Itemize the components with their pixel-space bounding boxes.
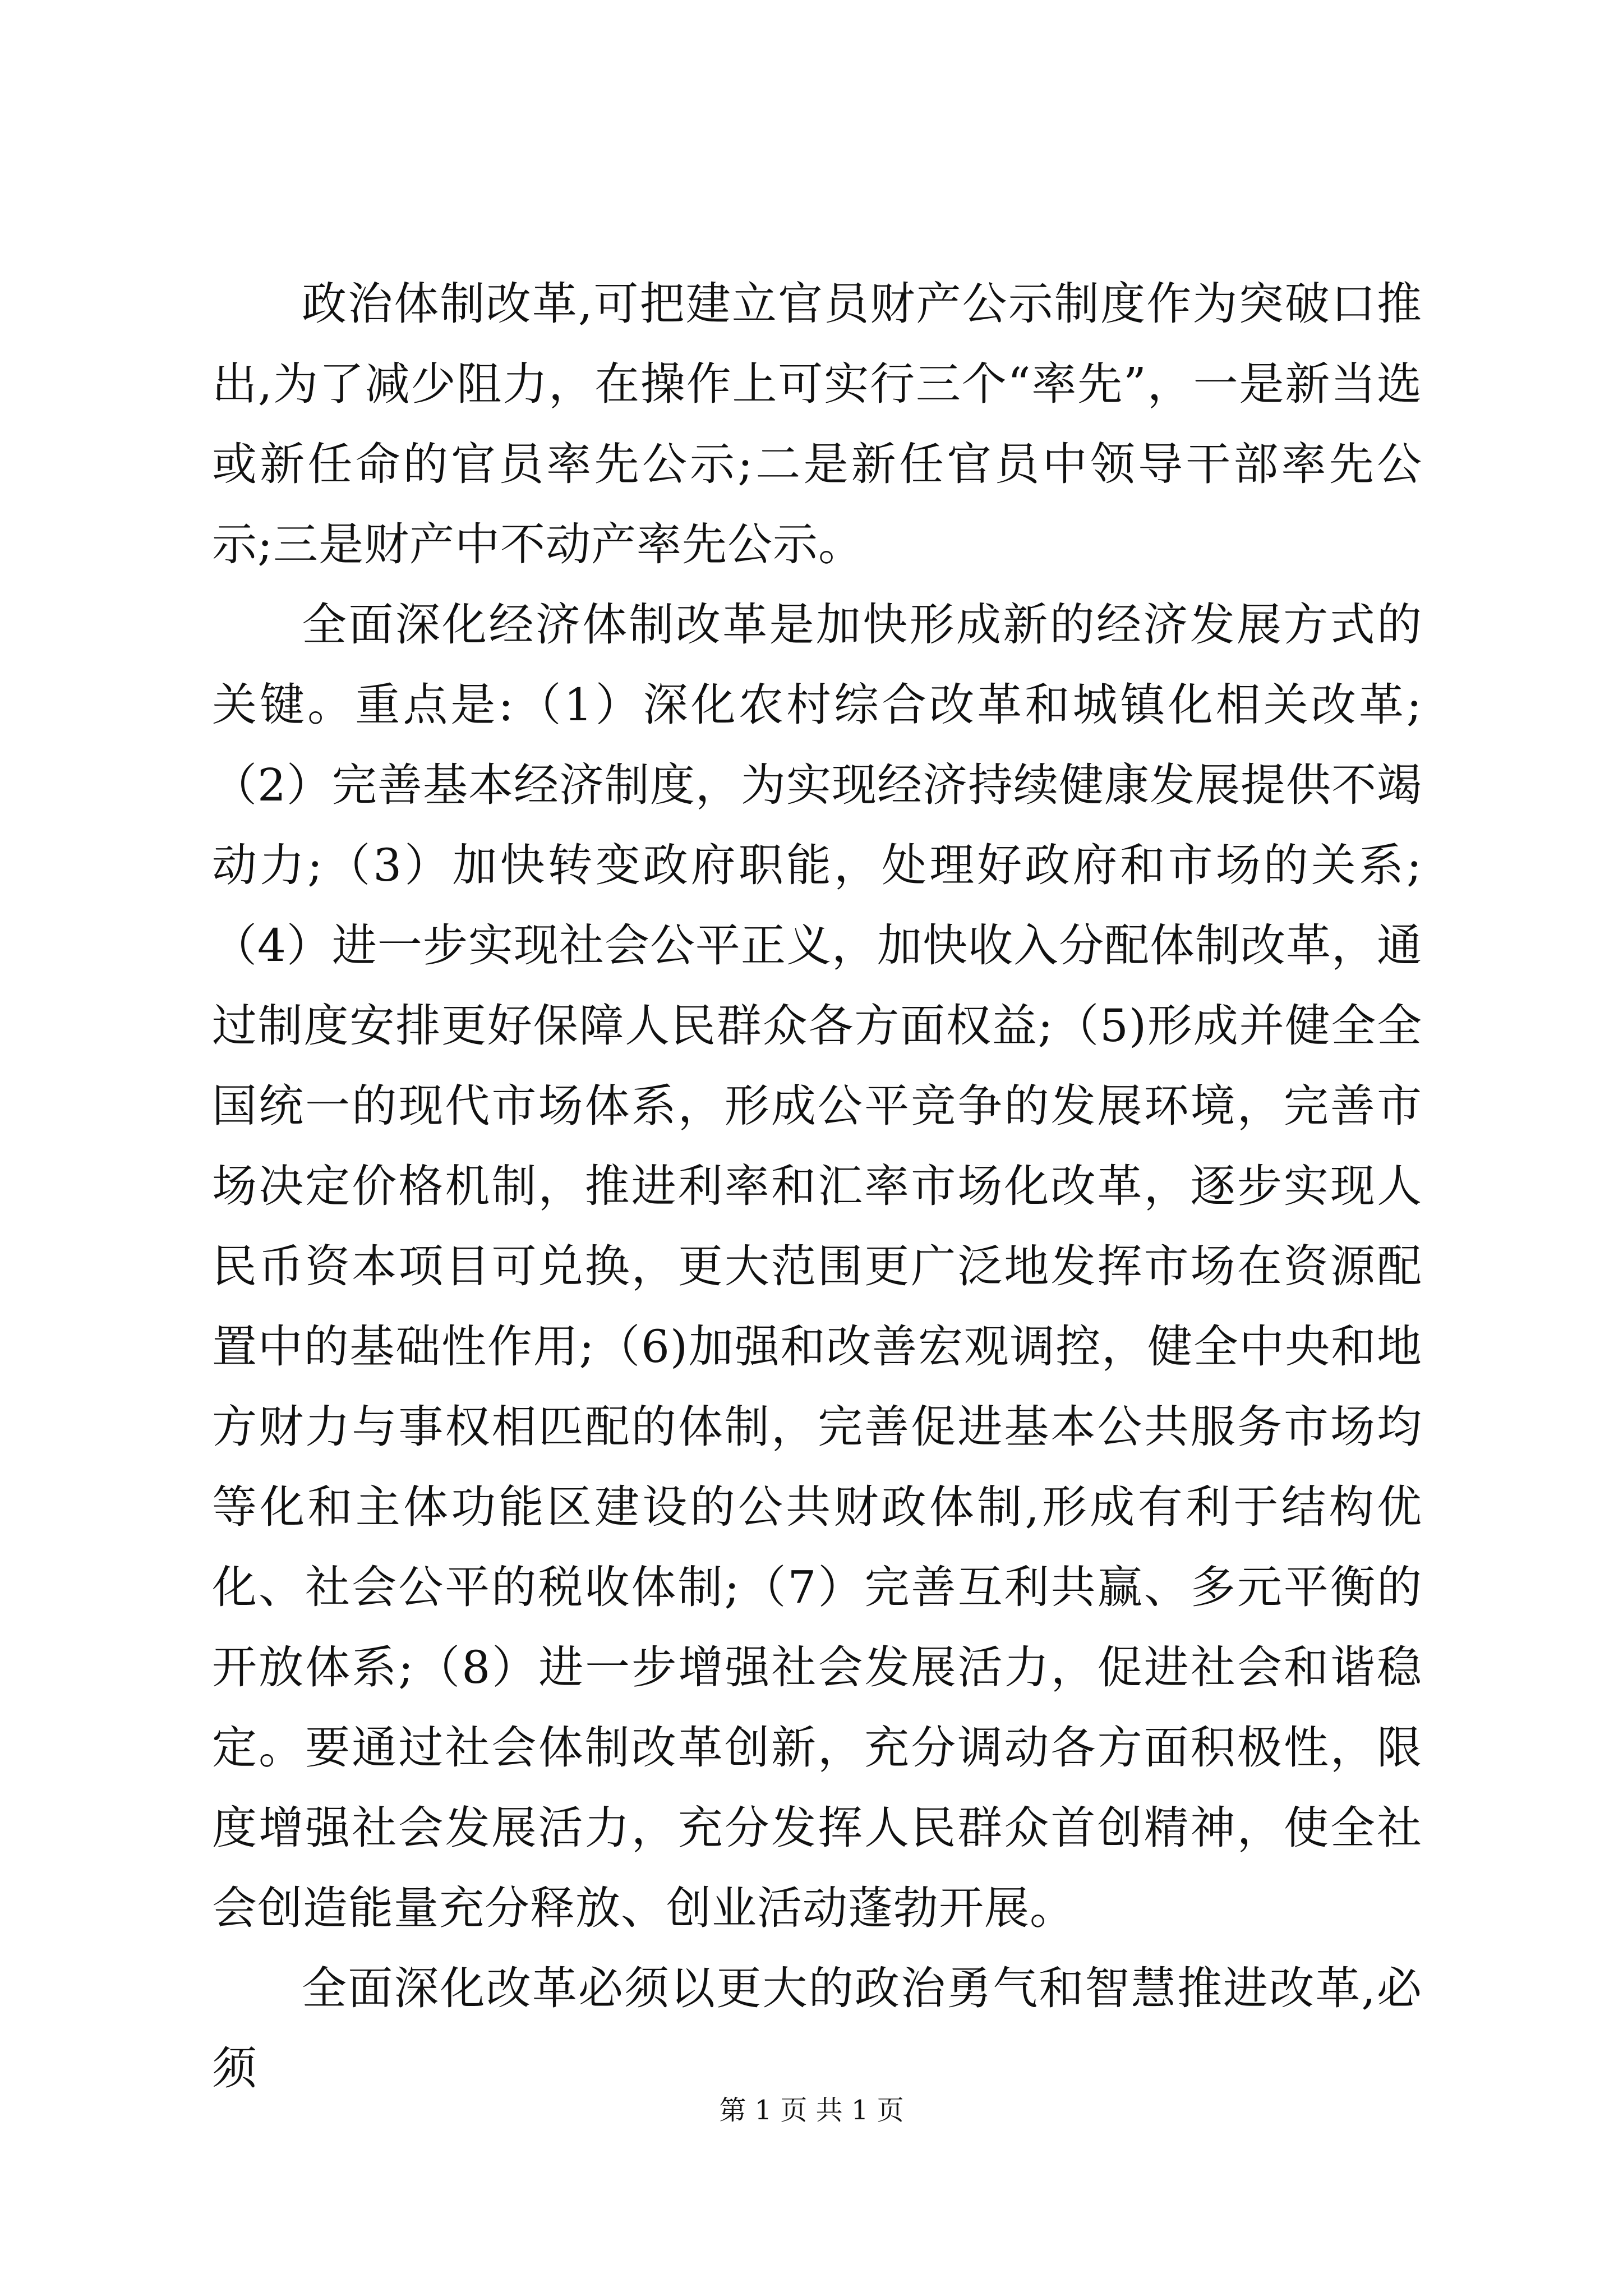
paragraph-deepening-reform: 全面深化改革必须以更大的政治勇气和智慧推进改革,必须 [212, 1962, 1422, 2095]
page-number-label: 第 1 页 共 1 页 [719, 2095, 904, 2126]
paragraph-economic-reform: 全面深化经济体制改革是加快形成新的经济发展方式的关键。重点是:（1）深化农村综合改革和城镇化相关改革;（2）完善基本经济制度，为实现经济持续健康发展提供不竭动力;（3）加快转变政府职能，处理好政府和市场的关系;（4）进一步实现社会公平正义，加快收入分配体制改革，通过制度安排更好保障人民群众各方面权益;（5)形成并健全全国统一的现代市场体系，形成公平竞争的发展环境，完善市场决定价格机制，推进利率和汇率市场化改革，逐步实现人民币资本项目可兑换，更大范围更广泛地发挥市场在资源配置中的基础性作用;（6)加强和改善宏观调控，健全中央和地方财力与事权相匹配的体制，完善促进基本公共服务市场均等化和主体功能区建设的公共财政体制,形成有利于结构优化、社会公平的税收体制;（7）完善互利共赢、多元平衡的开放体系;（8）进一步增强社会发展活力，促进社会和谐稳定。要通过社会体制改革创新，充分调动各方面积极性，限度增强社会发展活力，充分发挥人民群众首创精神，使全社会创造能量充分释放、创业活动蓬勃开展。 [212, 599, 1422, 1934]
page-footer [0, 2092, 1623, 2128]
document-body [212, 264, 1422, 2109]
paragraph-political-reform: 政治体制改革,可把建立官员财产公示制度作为突破口推出,为了减少阻力，在操作上可实行三个“率先”，一是新当选或新任命的官员率先公示;二是新任官员中领导干部率先公示;三是财产中不动产率先公示。 [212, 278, 1422, 570]
